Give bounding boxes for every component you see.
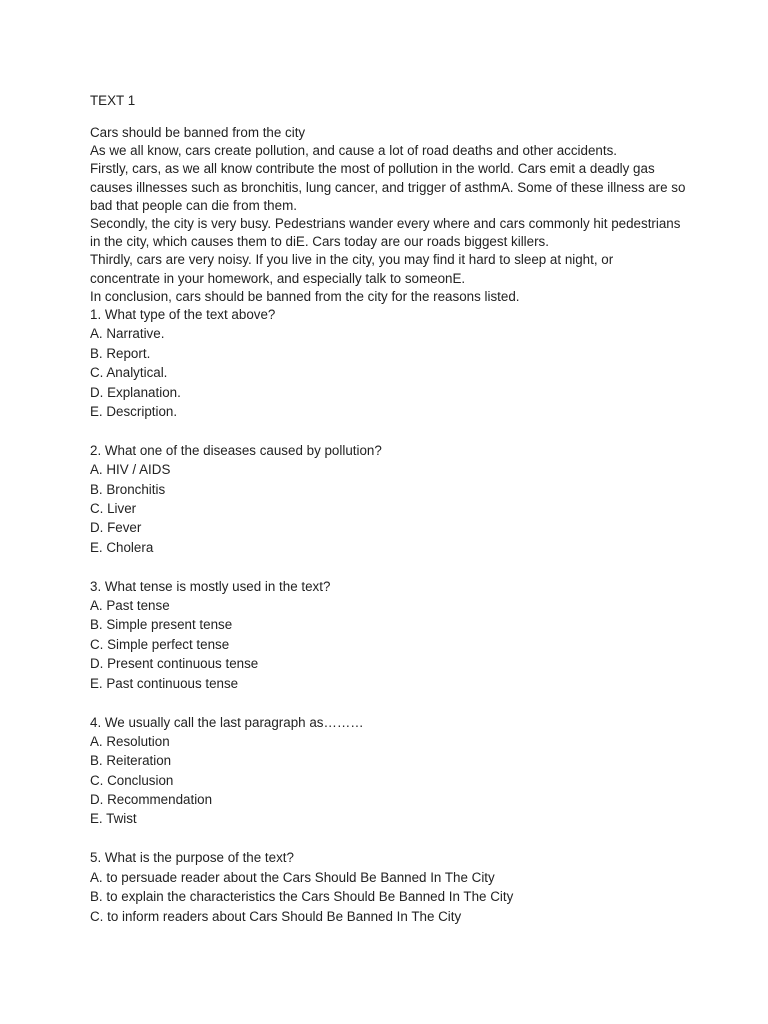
answer-option: C. to inform readers about Cars Should Be Banned In The City xyxy=(90,908,462,924)
answer-option: C. Liver xyxy=(90,501,137,517)
passage xyxy=(90,124,690,306)
answer-option: A. Narrative. xyxy=(90,326,165,342)
question-block-1 xyxy=(90,305,690,421)
document-heading: TEXT 1 xyxy=(90,93,136,108)
passage-line: causes illnesses such as bronchitis, lung cancer, and trigger of asthmA. Some of these illness are so xyxy=(90,179,686,195)
passage-line: Thirdly, cars are very noisy. If you live in the city, you may find it hard to sleep at night, or xyxy=(90,252,614,268)
answer-option: D. Recommendation xyxy=(90,792,213,808)
question-list xyxy=(90,305,690,945)
answer-option: E. Twist xyxy=(90,811,137,827)
answer-option: B. Report. xyxy=(90,345,151,361)
passage-line: in the city, which causes them to diE. Cars today are our roads biggest killers. xyxy=(90,234,549,250)
answer-option: A. Past tense xyxy=(90,598,170,614)
answer-option: E. Cholera xyxy=(90,539,154,555)
answer-option: C. Simple perfect tense xyxy=(90,636,230,652)
answer-option: A. to persuade reader about the Cars Should Be Banned In The City xyxy=(90,869,495,885)
question-text: 2. What one of the diseases caused by pollution? xyxy=(90,442,382,458)
answer-option: C. Analytical. xyxy=(90,365,168,381)
question-block-5 xyxy=(90,848,690,926)
passage-line: As we all know, cars create pollution, and cause a lot of road deaths and other accidents. xyxy=(90,143,618,159)
passage-line: In conclusion, cars should be banned from the city for the reasons listed. xyxy=(90,288,520,304)
answer-option: A. HIV / AIDS xyxy=(90,462,171,478)
passage-line: bad that people can die from them. xyxy=(90,197,297,213)
answer-option: E. Past continuous tense xyxy=(90,675,239,691)
passage-title: Cars should be banned from the city xyxy=(90,125,306,140)
answer-option: C. Conclusion xyxy=(90,772,174,788)
answer-option: D. Fever xyxy=(90,520,142,536)
answer-option: A. Resolution xyxy=(90,733,170,749)
answer-option: D. Explanation. xyxy=(90,384,181,400)
answer-option: B. Simple present tense xyxy=(90,617,233,633)
answer-option: E. Description. xyxy=(90,403,178,419)
passage-line: Secondly, the city is very busy. Pedestrians wander every where and cars commonly hit pedestrians xyxy=(90,215,681,231)
question-text: 1. What type of the text above? xyxy=(90,307,276,322)
passage-line: concentrate in your homework, and especially talk to someonE. xyxy=(90,270,466,286)
question-block-2 xyxy=(90,441,690,557)
answer-option: B. Reiteration xyxy=(90,753,172,769)
question-block-4 xyxy=(90,713,690,829)
question-text: 5. What is the purpose of the text? xyxy=(90,850,294,866)
question-block-3 xyxy=(90,577,690,693)
answer-option: D. Present continuous tense xyxy=(90,656,259,672)
answer-option: B. Bronchitis xyxy=(90,481,166,497)
passage-line: Firstly, cars, as we all know contribute the most of pollution in the world. Cars emit a deadly gas xyxy=(90,161,655,177)
answer-option: B. to explain the characteristics the Cars Should Be Banned In The City xyxy=(90,889,514,905)
question-text: 4. We usually call the last paragraph as……… xyxy=(90,714,364,730)
question-text: 3. What tense is mostly used in the text? xyxy=(90,578,331,594)
